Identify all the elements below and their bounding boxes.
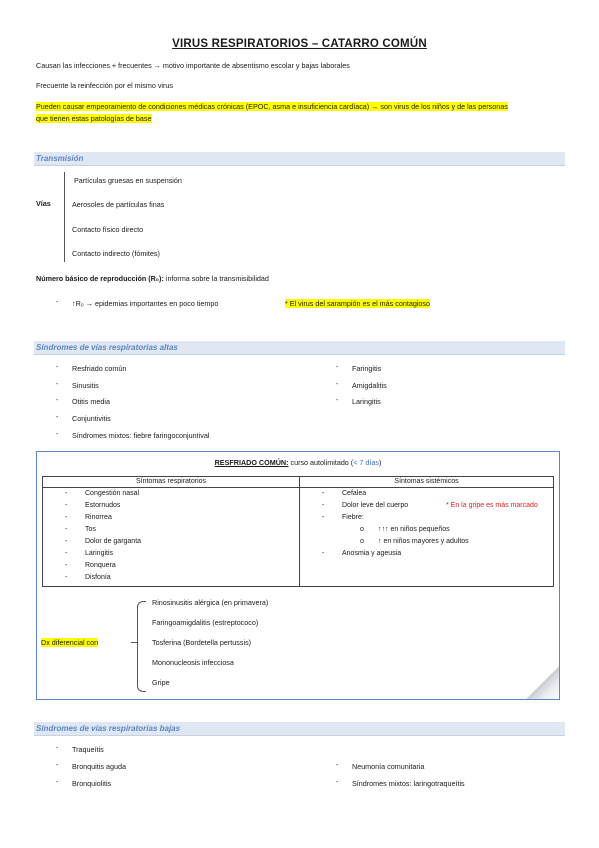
bullet: -: [336, 762, 339, 769]
dx-item: Tosferina (Bordetella pertussis): [152, 638, 252, 647]
dx-item: Gripe: [152, 678, 170, 687]
dx-bracket: [137, 601, 146, 692]
page-title: VIRUS RESPIRATORIOS – CATARRO COMÚN: [172, 38, 427, 50]
symptom-item: Ronquera: [85, 562, 116, 569]
list-item: Síndromes mixtos: fiebre faringoconjuntival: [72, 431, 210, 440]
section-transmision: [34, 152, 565, 166]
via-item: Contacto indirecto (fómites): [72, 249, 160, 258]
bullet: -: [56, 779, 59, 786]
list-item: Conjuntivitis: [72, 414, 111, 423]
symptom-item: Cefalea: [342, 490, 367, 497]
bullet: -: [65, 574, 68, 581]
section-heading: Síndromes de vías respiratorias altas: [36, 342, 178, 352]
symptom-item: Anosmia y ageusia: [342, 550, 402, 557]
highlight-text: Dx diferencial con: [41, 638, 99, 647]
list-item: Síndromes mixtos: laringotraqueítis: [352, 779, 465, 788]
bullet: -: [56, 397, 59, 404]
section-heading: Transmisión: [36, 153, 84, 163]
col-header-sistemicos: Síntomas sistémicos: [300, 477, 554, 488]
symptom-item: Congestión nasal: [85, 490, 140, 497]
bullet: -: [65, 550, 68, 557]
bullet: -: [322, 502, 325, 509]
resfriado-days: < 7 días: [353, 458, 379, 467]
list-item: Otitis media: [72, 397, 110, 406]
via-item: Partículas gruesas en suspensión: [74, 176, 182, 185]
symptom-item: Dolor de garganta: [85, 538, 142, 545]
highlight-text: que tienen estas patologías de base: [36, 114, 152, 123]
symptom-item: Fiebre:: [342, 514, 364, 521]
symptom-item: Laringitis: [85, 550, 114, 557]
col-header-respiratorios: Síntomas respiratorios: [43, 477, 300, 488]
list-item: Traqueítis: [72, 745, 104, 754]
vias-bracket: [64, 172, 65, 262]
list-item: Laringitis: [352, 397, 381, 406]
list-item: Amigdalitis: [352, 381, 387, 390]
gripe-note: * En la gripe es más marcado: [446, 502, 538, 509]
intro-line-1: Causan las infecciones + frecuentes → motivo importante de absentismo escolar y bajas laborales: [36, 61, 350, 70]
symptom-item: Estornudos: [85, 502, 121, 509]
bullet: -: [65, 502, 68, 509]
symptom-item: Dolor leve del cuerpo: [342, 502, 409, 509]
vias-label: Vías: [36, 199, 51, 208]
sub-bullet: o: [360, 538, 364, 545]
intro-line-2: Frecuente la reinfección por el mismo virus: [36, 81, 174, 90]
symptom-item: Tos: [85, 526, 96, 533]
bullet: -: [56, 762, 59, 769]
list-item: Faringitis: [352, 364, 382, 373]
resp-cell: [43, 488, 300, 587]
bullet: -: [322, 514, 325, 521]
highlight-text: * El virus del sarampión es el más contagioso: [285, 299, 431, 308]
dx-diferencial-label: [41, 638, 98, 647]
bullet: -: [322, 550, 325, 557]
via-item: Aerosoles de partículas finas: [72, 200, 165, 209]
r0-item: ↑R₀ → epidemias importantes en poco tiempo: [72, 299, 219, 308]
dx-item: Mononucleosis infecciosa: [152, 658, 234, 667]
intro-highlight-1: [36, 102, 508, 111]
bullet: -: [56, 745, 59, 752]
list-item: Sinusitis: [72, 381, 99, 390]
bullet: -: [65, 526, 68, 533]
sist-cell: [300, 488, 554, 587]
bullet: -: [65, 538, 68, 545]
section-bajas: [34, 722, 565, 736]
bullet: -: [56, 381, 59, 388]
bullet: -: [65, 490, 68, 497]
r0-definition: [36, 274, 269, 283]
section-heading: Síndromes de vías respiratorias bajas: [36, 723, 181, 733]
resfriado-title-bold: RESFRIADO COMÚN:: [214, 458, 289, 467]
bullet: -: [336, 381, 339, 388]
bullet: -: [56, 299, 59, 306]
dx-item: Faringoamigdalitis (estreptococo): [152, 618, 259, 627]
symptom-item: Rinorrea: [85, 514, 112, 521]
highlight-text: Pueden causar empeoramiento de condiciones médicas crónicas (EPOC, asma e insuficiencia cardíaca) → son virus de los niños y de las personas: [36, 102, 508, 111]
r0-text: informa sobre la transmisibilidad: [163, 274, 269, 283]
bullet: -: [56, 364, 59, 371]
bullet: -: [56, 414, 59, 421]
list-item: Bronquiolitis: [72, 779, 112, 788]
bullet: -: [56, 431, 59, 438]
bullet: -: [322, 490, 325, 497]
sub-bullet: o: [360, 526, 364, 533]
list-item: Neumonía comunitaria: [352, 762, 425, 771]
bullet: -: [65, 514, 68, 521]
intro-highlight-2: [36, 114, 152, 123]
dx-item: Rinosinusitis alérgica (en primavera): [152, 598, 269, 607]
symptoms-table: [42, 476, 554, 587]
resfriado-title: [37, 458, 559, 467]
resfriado-title-rest: curso autolimitado (: [288, 458, 354, 467]
r0-label: Número básico de reproducción (R₀):: [36, 274, 164, 283]
bullet: -: [65, 562, 68, 569]
fiebre-sub-item: ↑↑↑ en niños pequeños: [378, 526, 450, 533]
resfriado-title-close: ): [378, 458, 382, 467]
resfriado-note-box: [36, 451, 560, 700]
fiebre-sub-item: ↑ en niños mayores y adultos: [378, 538, 469, 545]
r0-note: [285, 299, 430, 308]
list-item: Bronquitis aguda: [72, 762, 126, 771]
bullet: -: [336, 364, 339, 371]
symptom-item: Disfonía: [85, 574, 111, 581]
via-item: Contacto físico directo: [72, 225, 144, 234]
bullet: -: [336, 779, 339, 786]
bullet: -: [336, 397, 339, 404]
page-curl-decoration: [526, 666, 560, 700]
list-item: Resfriado común: [72, 364, 127, 373]
section-altas: [34, 341, 565, 355]
